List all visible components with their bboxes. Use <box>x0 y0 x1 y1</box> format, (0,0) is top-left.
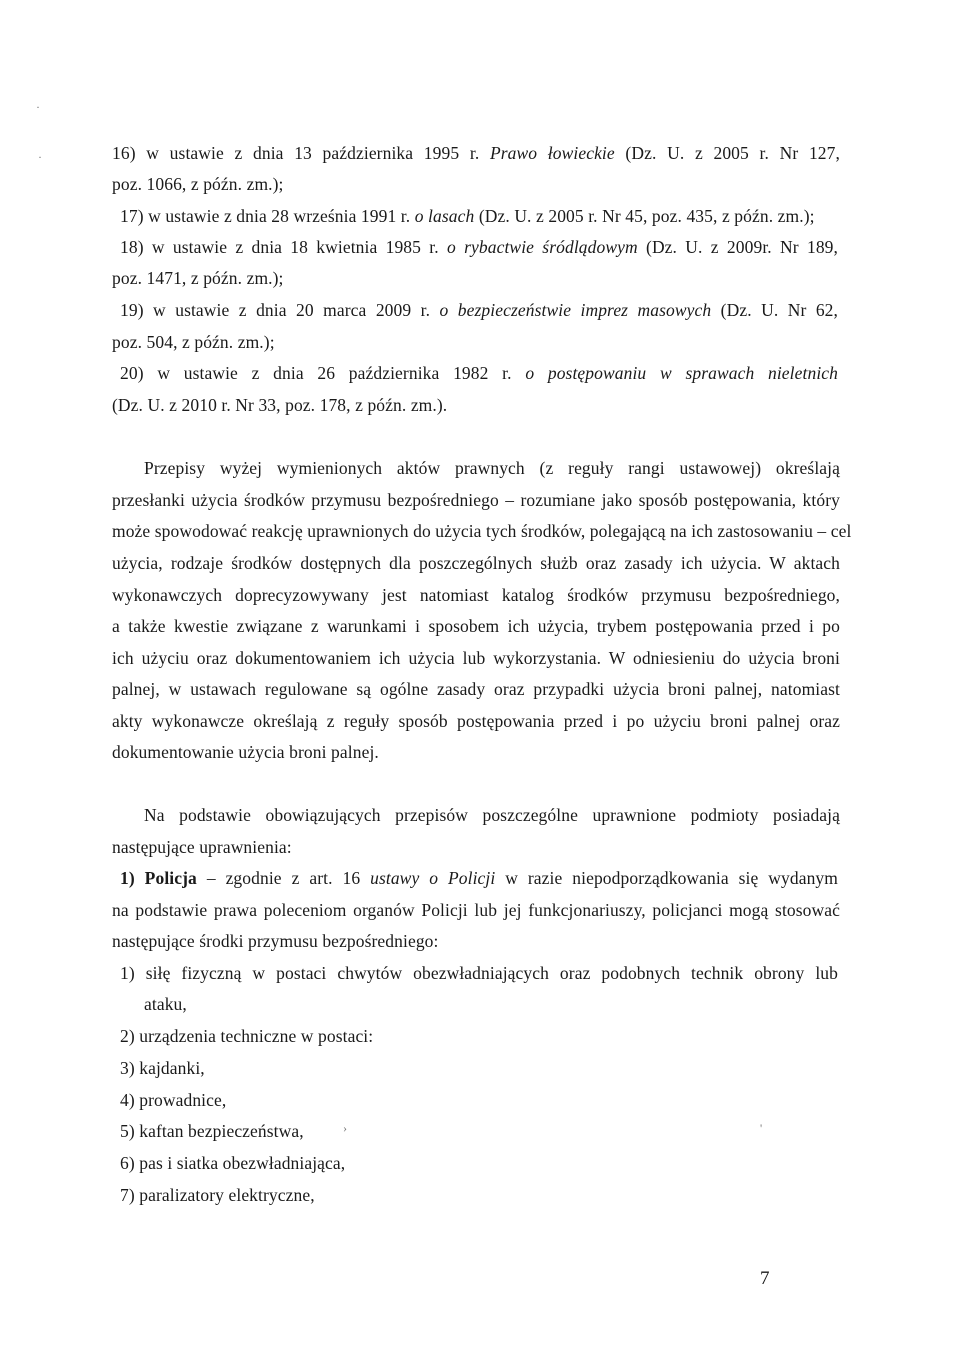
page-number: 7 <box>760 1268 770 1289</box>
policja-text: w razie niepodporządkowania się wydanym <box>495 868 838 888</box>
act-title: Prawo łowieckie <box>489 143 615 163</box>
measure-item: 2) urządzenia techniczne w postaci: <box>120 1026 374 1046</box>
paragraph-1-line: dokumentowanie użycia broni palnej. <box>112 742 379 762</box>
list-item-text: 19) w ustawie z dnia 20 marca 2009 r. <box>120 300 440 320</box>
paragraph-1-line: przesłanki użycia środków przymusu bezpośredniego – rozumiane jako sposób postępowania, który <box>112 490 840 510</box>
act-title: o bezpieczeństwie imprez masowych <box>439 300 712 320</box>
paragraph-1-line: akty wykonawcze określają z reguły sposób postępowania przed i po użyciu broni palnej oraz <box>112 711 840 731</box>
measure-item: 3) kajdanki, <box>120 1058 205 1078</box>
measure-item: 7) paralizatory elektryczne, <box>120 1185 315 1205</box>
list-item-18-cont: poz. 1471, z późn. zm.); <box>112 268 284 288</box>
measure-item: 1) siłę fizyczną w postaci chwytów obezwładniających oraz podobnych technik obrony lub <box>120 963 838 983</box>
measure-item: 6) pas i siatka obezwładniająca, <box>120 1153 346 1173</box>
list-item-text: 20) w ustawie z dnia 26 października 1982 r. <box>120 363 526 383</box>
policja-heading-line <box>120 867 838 889</box>
scan-mark: ' <box>760 1121 763 1135</box>
paragraph-1-line: wykonawczych doprecyzowywany jest natomiast katalog środków przymusu bezpośredniego, <box>112 585 840 605</box>
act-title: o postępowaniu w sprawach nieletnich <box>525 363 838 383</box>
measure-item: 5) kaftan bezpieczeństwa, <box>120 1121 304 1141</box>
list-item-18 <box>120 236 838 258</box>
paragraph-1-line: może spowodować reakcję uprawnionych do użycia tych środków, polegającą na ich zastosowaniu – cel <box>112 521 852 541</box>
paragraph-1-line: Przepisy wyżej wymienionych aktów prawnych (z reguły rangi ustawowej) określają <box>144 458 840 478</box>
paragraph-1-line: użycia, rodzaje środków dostępnych dla poszczególnych służb oraz zasady ich użycia. W aktach <box>112 553 840 573</box>
paragraph-2-line: następujące uprawnienia: <box>112 837 292 857</box>
act-title: o rybactwie śródlądowym <box>447 237 638 257</box>
policja-text: – zgodnie z art. 16 <box>196 868 371 888</box>
paragraph-1-line: a także kwestie związane z warunkami i sposobem ich użycia, trybem postępowania przed i po <box>112 616 840 636</box>
list-item-19-cont: poz. 504, z późn. zm.); <box>112 332 275 352</box>
measure-item: 4) prowadnice, <box>120 1090 227 1110</box>
policja-line-3: następujące środki przymusu bezpośredniego: <box>112 931 439 951</box>
list-item-text: (Dz. U. z 2005 r. Nr 127, <box>614 143 840 163</box>
policja-line-2: na podstawie prawa poleceniom organów Policji lub jej funkcjonariuszy, policjanci mogą stosować <box>112 900 840 920</box>
list-item-text: (Dz. U. z 2009r. Nr 189, <box>637 237 839 257</box>
list-item-text: (Dz. U. z 2005 r. Nr 45, poz. 435, z późn. zm.); <box>474 206 815 226</box>
list-item-text: 16) w ustawie z dnia 13 października 1995 r. <box>112 143 490 163</box>
measure-item-cont: ataku, <box>144 994 187 1014</box>
scan-mark: · <box>38 150 42 164</box>
act-title: o lasach <box>414 206 475 226</box>
paragraph-1-line: ich użyciu oraz dokumentowaniem ich użycia lub wykorzystania. W odniesieniu do użycia broni <box>112 648 840 668</box>
policja-label: 1) Policja <box>120 868 197 888</box>
list-item-20 <box>120 362 838 384</box>
list-item-17 <box>120 205 848 227</box>
list-item-19 <box>120 299 838 321</box>
act-title: ustawy o Policji <box>370 868 496 888</box>
list-item-16 <box>112 142 840 164</box>
paragraph-1-line: palnej, w ustawach regulowane są ogólne zasady oraz przypadki użycia broni palnej, natomiast <box>112 679 840 699</box>
list-item-20-cont: (Dz. U. z 2010 r. Nr 33, poz. 178, z późn. zm.). <box>112 395 448 415</box>
list-item-text: (Dz. U. Nr 62, <box>711 300 838 320</box>
paragraph-2-line: Na podstawie obowiązujących przepisów poszczególne uprawnione podmioty posiadają <box>144 805 840 825</box>
list-item-16-cont: poz. 1066, z późn. zm.); <box>112 174 284 194</box>
scan-mark: · <box>36 100 40 114</box>
list-item-text: 17) w ustawie z dnia 28 września 1991 r. <box>120 206 415 226</box>
list-item-text: 18) w ustawie z dnia 18 kwietnia 1985 r. <box>120 237 447 257</box>
scan-mark: › <box>343 1121 347 1135</box>
